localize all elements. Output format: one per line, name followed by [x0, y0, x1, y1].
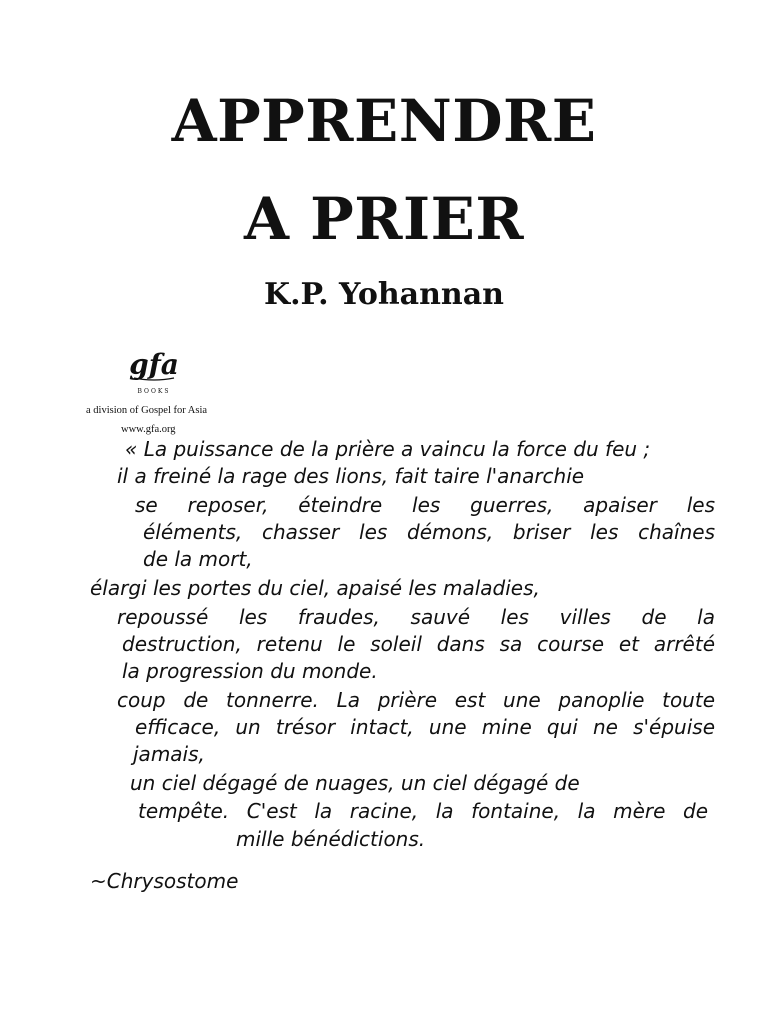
author-name: K.P. Yohannan	[264, 277, 504, 312]
quote-line-5: de la mort,	[143, 547, 253, 571]
title-line-1: APPRENDRE	[171, 87, 597, 155]
quote-line-14: tempête. C'est la racine, la fontaine, la mère de	[138, 799, 708, 823]
quote-line-11: efficace, un trésor intact, une mine qui ne s'épuise	[135, 715, 715, 739]
quote-line-1: « La puissance de la prière a vaincu la force du feu ;	[125, 437, 651, 461]
quote-line-6: élargi les portes du ciel, apaisé les maladies,	[90, 576, 540, 600]
publisher-imprint: BOOKS	[137, 388, 171, 395]
quote-line-10: coup de tonnerre. La prière est une panoplie toute	[117, 688, 715, 712]
gfa-logo-text: gfa	[129, 348, 179, 381]
quote-line-2: il a freiné la rage des lions, fait taire l'anarchie	[117, 464, 585, 488]
title-line-2: A PRIER	[243, 185, 525, 253]
quote-line-7: repoussé les fraudes, sauvé les villes de la	[117, 605, 715, 629]
quote-line-3: se reposer, éteindre les guerres, apaiser les	[135, 493, 715, 517]
quote-line-9: la progression du monde.	[122, 659, 378, 683]
quote-line-13: un ciel dégagé de nuages, un ciel dégagé de	[130, 771, 580, 795]
quote-line-12: jamais,	[133, 742, 205, 766]
quote-line-8: destruction, retenu le soleil dans sa course et arrêté	[122, 632, 715, 656]
quote-line-4: éléments, chasser les démons, briser les chaînes	[143, 520, 715, 544]
publisher-division: a division of Gospel for Asia	[86, 405, 208, 416]
quote-line-15: mille bénédictions.	[236, 827, 426, 851]
gfa-logo-mark	[128, 346, 180, 384]
publisher-website: www.gfa.org	[121, 424, 176, 435]
quote-attribution: ~Chrysostome	[90, 869, 239, 893]
